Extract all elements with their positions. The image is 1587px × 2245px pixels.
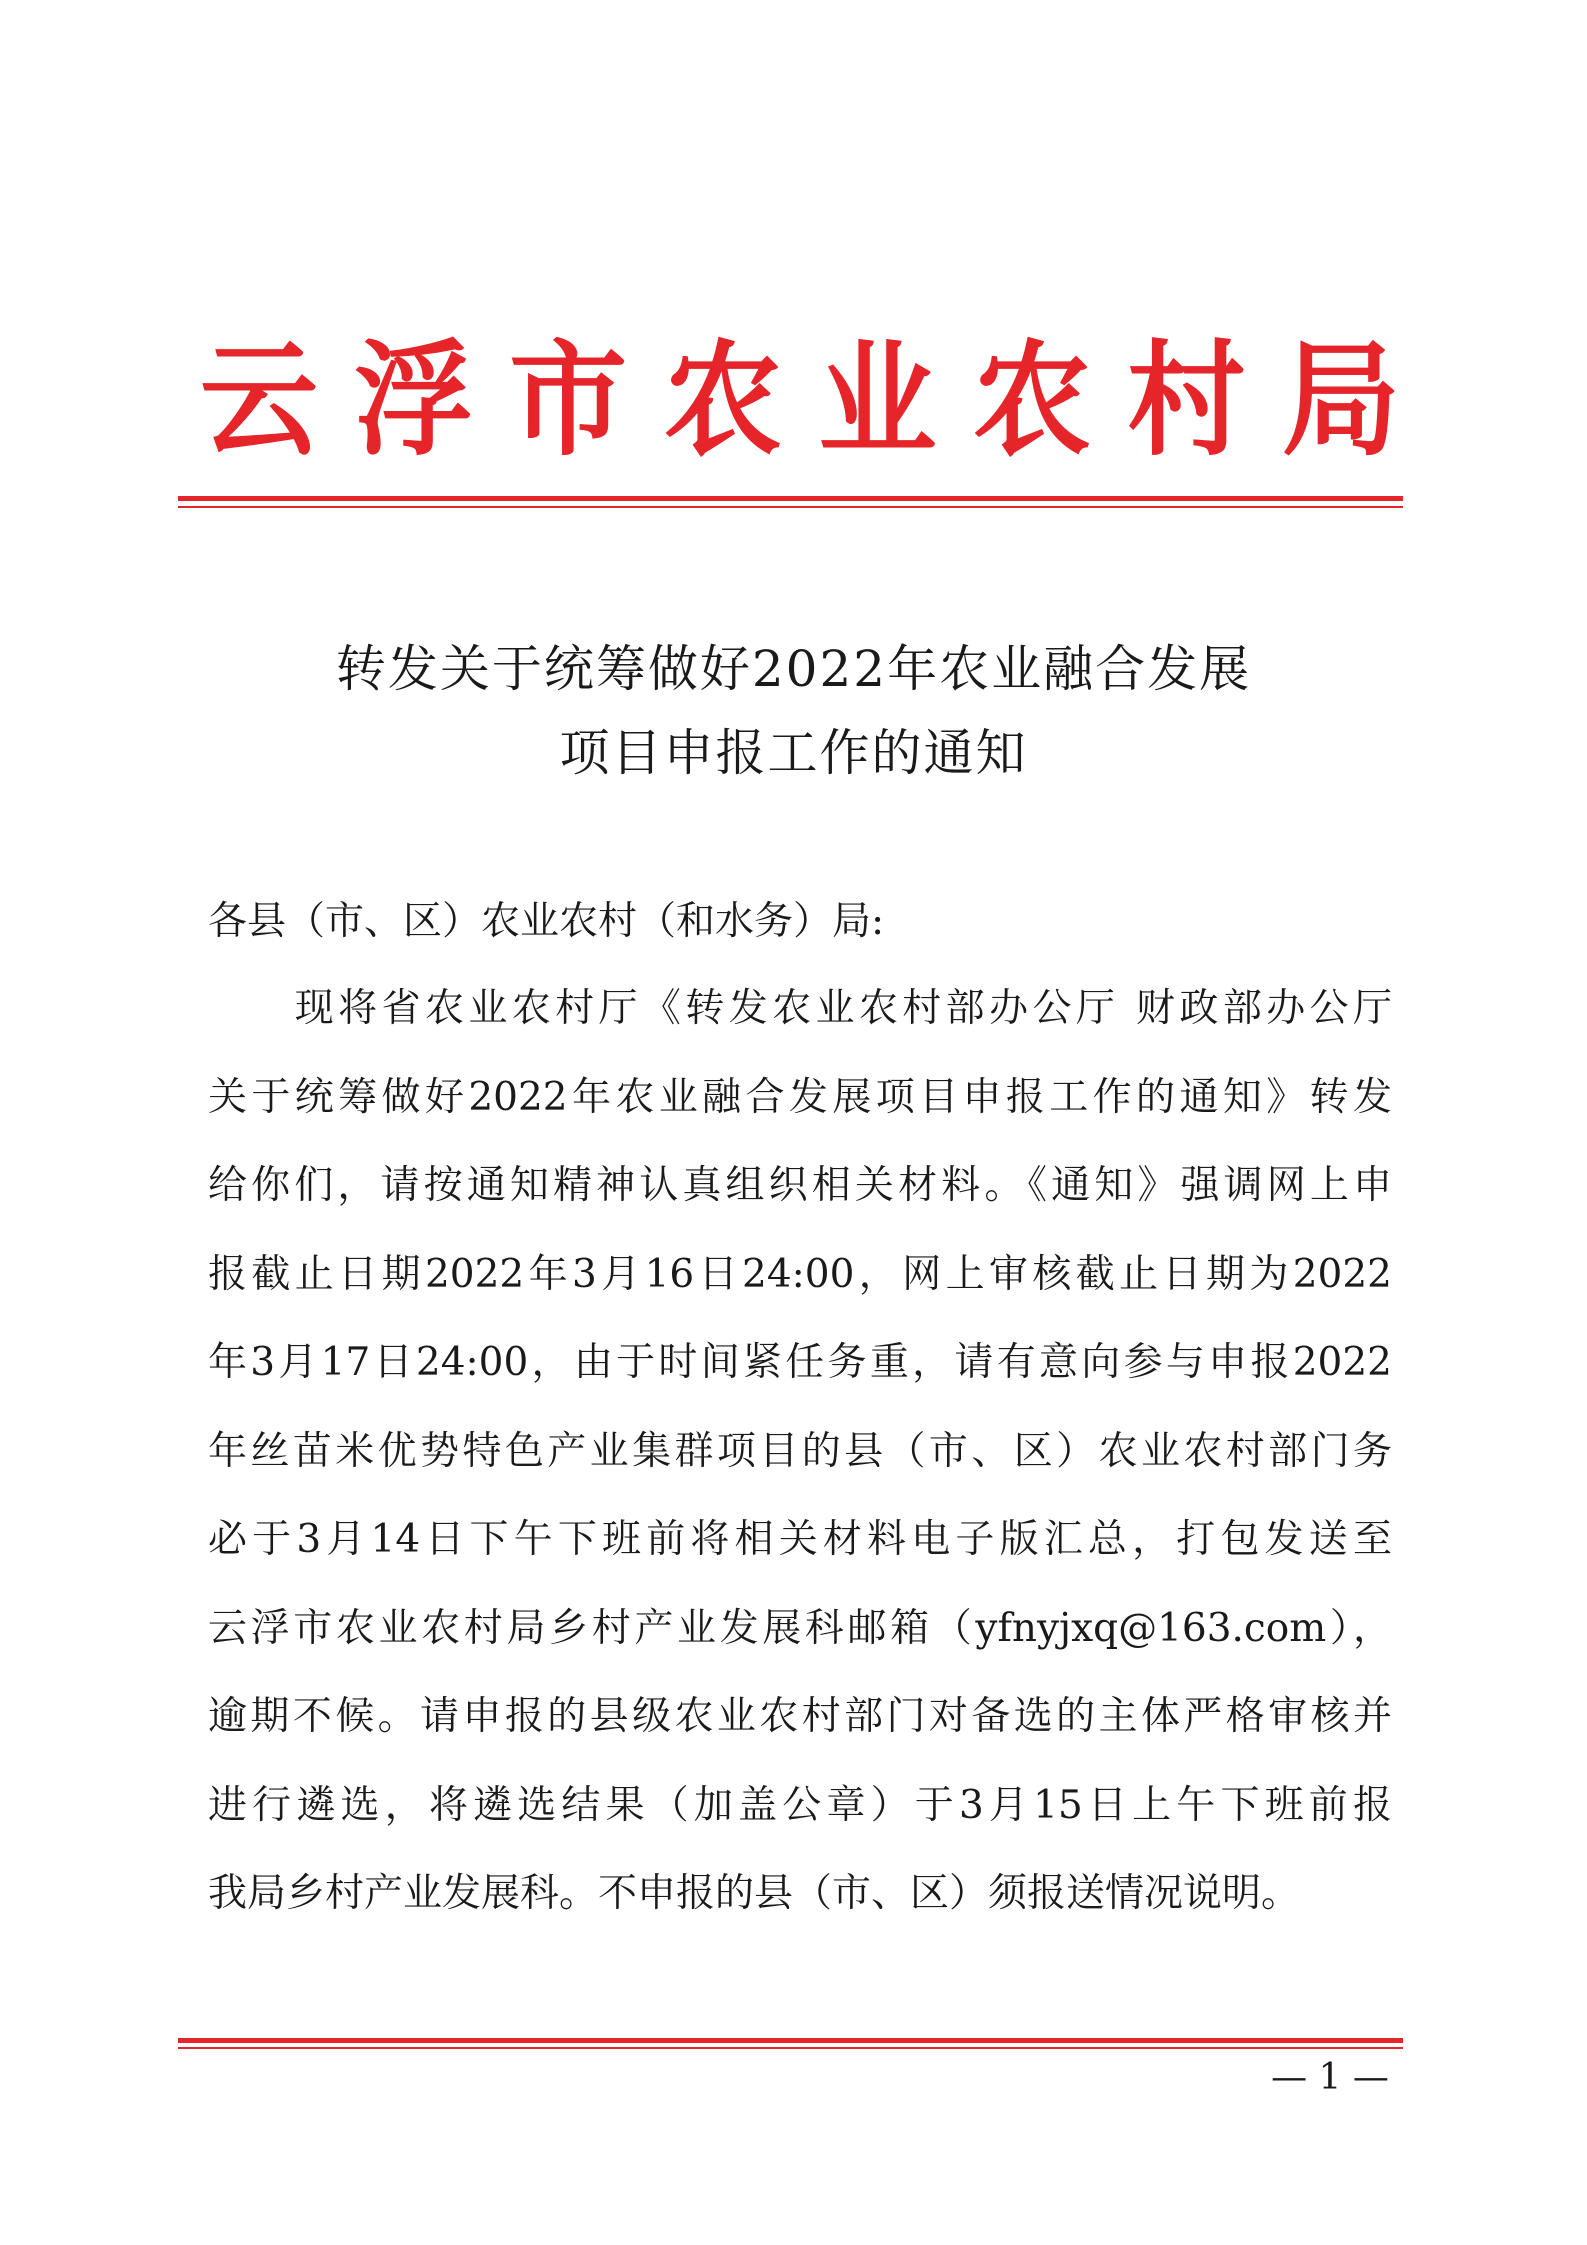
letterhead-rule-thick <box>178 496 1403 501</box>
letterhead-title <box>200 326 1400 473</box>
body-line: 报截止日期2022年3月16日24:00，网上审核截止日期为2022 <box>208 1252 1392 1297</box>
letterhead-char: 业 <box>818 326 937 473</box>
body-line: 必于3月14日下午下班前将相关材料电子版汇总，打包发送至 <box>208 1517 1392 1562</box>
document-title-line-1: 转发关于统筹做好2022年农业融合发展 <box>335 640 1252 698</box>
letterhead-char: 农 <box>972 326 1091 473</box>
body-line: 云浮市农业农村局乡村产业发展科邮箱（yfnyjxq@163.com）， <box>208 1606 1392 1651</box>
salutation: 各县（市、区）农业农村（和水务）局: <box>208 899 885 944</box>
body-line: 进行遴选，将遴选结果（加盖公章）于3月15日上午下班前报 <box>208 1783 1392 1828</box>
document-title-line-2: 项目申报工作的通知 <box>559 724 1028 782</box>
letterhead-char: 市 <box>509 326 628 473</box>
letterhead-char: 云 <box>200 326 319 473</box>
letterhead-char: 局 <box>1281 326 1400 473</box>
body-line: 现将省农业农村厅《转发农业农村部办公厅 财政部办公厅 <box>208 986 1392 1031</box>
body-line: 关于统筹做好2022年农业融合发展项目申报工作的通知》转发 <box>208 1075 1392 1120</box>
footer-rule-thick <box>178 2038 1403 2043</box>
letterhead-char: 浮 <box>354 326 473 473</box>
page-number: — 1 — <box>1271 2057 1389 2098</box>
letterhead-char: 农 <box>663 326 782 473</box>
footer-rule-thin <box>178 2047 1403 2049</box>
body-line: 逾期不候。请申报的县级农业农村部门对备选的主体严格审核并 <box>208 1694 1392 1739</box>
letterhead-char: 村 <box>1127 326 1246 473</box>
letterhead-rule-thin <box>178 506 1403 508</box>
body-line: 年3月17日24:00，由于时间紧任务重，请有意向参与申报2022 <box>208 1340 1392 1385</box>
body-line: 我局乡村产业发展科。不申报的县（市、区）须报送情况说明。 <box>208 1871 1301 1916</box>
body-line: 给你们，请按通知精神认真组织相关材料。《通知》强调网上申 <box>208 1163 1392 1208</box>
body-line: 年丝苗米优势特色产业集群项目的县（市、区）农业农村部门务 <box>208 1429 1392 1474</box>
